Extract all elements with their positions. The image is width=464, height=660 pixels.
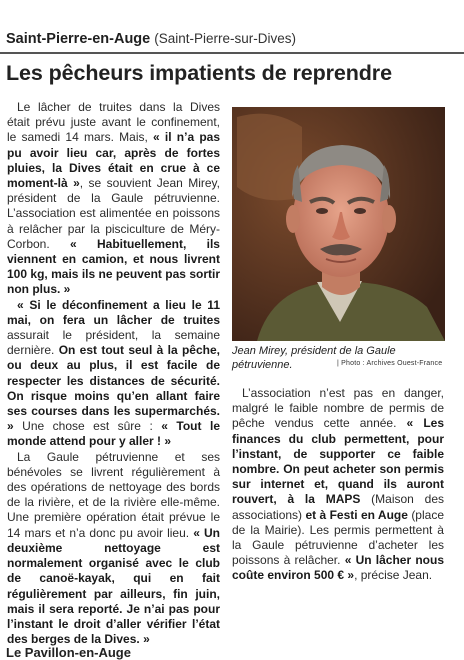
paragraph-1: Le lâcher de truites dans la Dives était prévu juste avant le confinement, le samedi 14 mars. Mais, « il n’a pas pu avoir lieu car, après de fortes pluies, la Dives était en crue à ce moment-là », se souvient Jean Mirey, président de la Gaule pétruvienne. L’association est alimentée en poissons à relâcher par la pisciculture de Méry-Corbon. « Habituellement, ils viennent en camion, et nous livrent 100 kg, mais ils ne peuvent pas sortir non plus. » [7,100,221,297]
article-headline: Les pêcheurs impatients de reprendre [6,61,392,85]
kicker-place: Saint-Pierre-en-Auge [6,31,151,47]
kicker-divider [0,52,464,54]
photo-caption: Jean Mirey, président de la Gaule pétruvienne. [232,345,396,371]
article-column-left [7,100,220,647]
article-kicker [6,31,296,47]
kicker-subplace: (Saint-Pierre-sur-Dives) [154,31,297,46]
paragraph-3: La Gaule pétruvienne et ses bénévoles se livrent régulièrement à des opérations de nettoyage des bords de la rivière, et de la rivière elle-même. Une première opération était prévue le 14 mars et n’a donc pu avoir lieu. « Un deuxième nettoyage est normalement organisé avec le club de canoë-kayak, qui en fait régulièrement par ailleurs, fin juin, mais il sera reporté. Je n’ai pas pour l’instant le droit d’aller vérifier l’état des berges de la Dives. » [7,449,220,647]
portrait-photo [232,107,445,341]
next-article-kicker: Le Pavillon-en-Auge [6,645,131,660]
photo-credit: | Photo : Archives Ouest-France [337,360,443,367]
article-column-right [232,386,444,584]
paragraph-2: « Si le déconfinement a lieu le 11 mai, on fera un lâcher de truites assurait le président, la semaine dernière. On est tout seul à la pêche, ou deux au plus, il est facile de respecter les distances de sécurité. On risque moins qu’en allant faire ses courses dans les supermarchés. » Une chose est sûre : « Tout le monde attend pour y aller ! » [7,297,220,449]
paragraph-4: L’association n’est pas en danger, malgré le faible nombre de permis de pêche vendus cette année. « Les finances du club permettent, pour l’instant, de supporter ce faible nombre. On peut acheter son permis sur internet et, quand ils auront rouvert, à la MAPS (Maison des associations) et à Festi en Auge (place de la Mairie). Les permis permettent à la Gaule pétruvienne d’acheter les poissons à relâcher. « Un lâcher nous coûte environ 500 € », précise Jean. [232,386,445,583]
